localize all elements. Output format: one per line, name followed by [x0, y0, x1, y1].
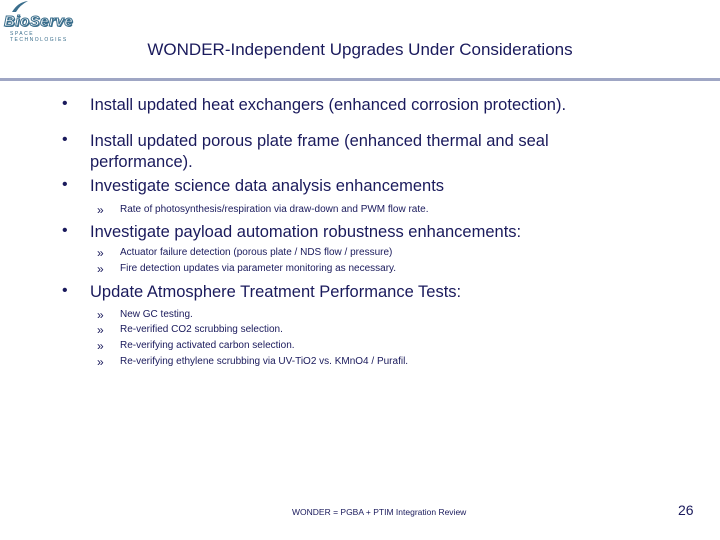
sub-text: Fire detection updates via parameter monitoring as necessary.: [120, 263, 397, 274]
bullet-text: Update Atmosphere Treatment Performance Tests:: [90, 283, 462, 301]
bullet-text: Install updated heat exchangers (enhanced corrosion protection).: [90, 96, 567, 114]
bullet-text: Install updated porous plate frame (enhanced thermal and seal performance).: [90, 132, 549, 171]
sub-text: Rate of photosynthesis/respiration via draw-down and PWM flow rate.: [120, 204, 429, 215]
bullet-dot-icon: •: [62, 282, 68, 299]
chevron-right-icon: »: [97, 339, 104, 353]
bullet-dot-icon: •: [62, 131, 68, 148]
page-number: 26: [678, 502, 694, 518]
sub-text: Re-verifying activated carbon selection.: [120, 340, 295, 351]
sub-text: Re-verified CO2 scrubbing selection.: [120, 324, 283, 335]
bioserve-logo: [2, 0, 94, 43]
slide-title: WONDER-Independent Upgrades Under Considerations: [147, 40, 573, 59]
chevron-right-icon: »: [97, 308, 104, 322]
chevron-right-icon: »: [97, 203, 104, 217]
sub-text: Actuator failure detection (porous plate / NDS flow / pressure): [120, 247, 393, 258]
chevron-right-icon: »: [97, 246, 104, 260]
title-divider: [0, 78, 720, 81]
bullet-dot-icon: •: [62, 222, 68, 239]
logo-swoosh-icon: [10, 0, 30, 14]
sub-text: New GC testing.: [120, 309, 193, 320]
bullet-text: Investigate payload automation robustness enhancements:: [90, 223, 522, 241]
footer-text: WONDER = PGBA + PTIM Integration Review: [292, 507, 467, 517]
bullet-text: Investigate science data analysis enhancements: [90, 177, 445, 195]
chevron-right-icon: »: [97, 323, 104, 337]
sub-text: Re-verifying ethylene scrubbing via UV-TiO2 vs. KMnO4 / Purafil.: [120, 356, 409, 367]
logo-subtext: SPACE TECHNOLOGIES: [10, 31, 68, 43]
chevron-right-icon: »: [97, 355, 104, 369]
logo-text: BioServe: [4, 13, 74, 30]
bullet-dot-icon: •: [62, 176, 68, 193]
bullet-dot-icon: •: [62, 95, 68, 112]
chevron-right-icon: »: [97, 262, 104, 276]
